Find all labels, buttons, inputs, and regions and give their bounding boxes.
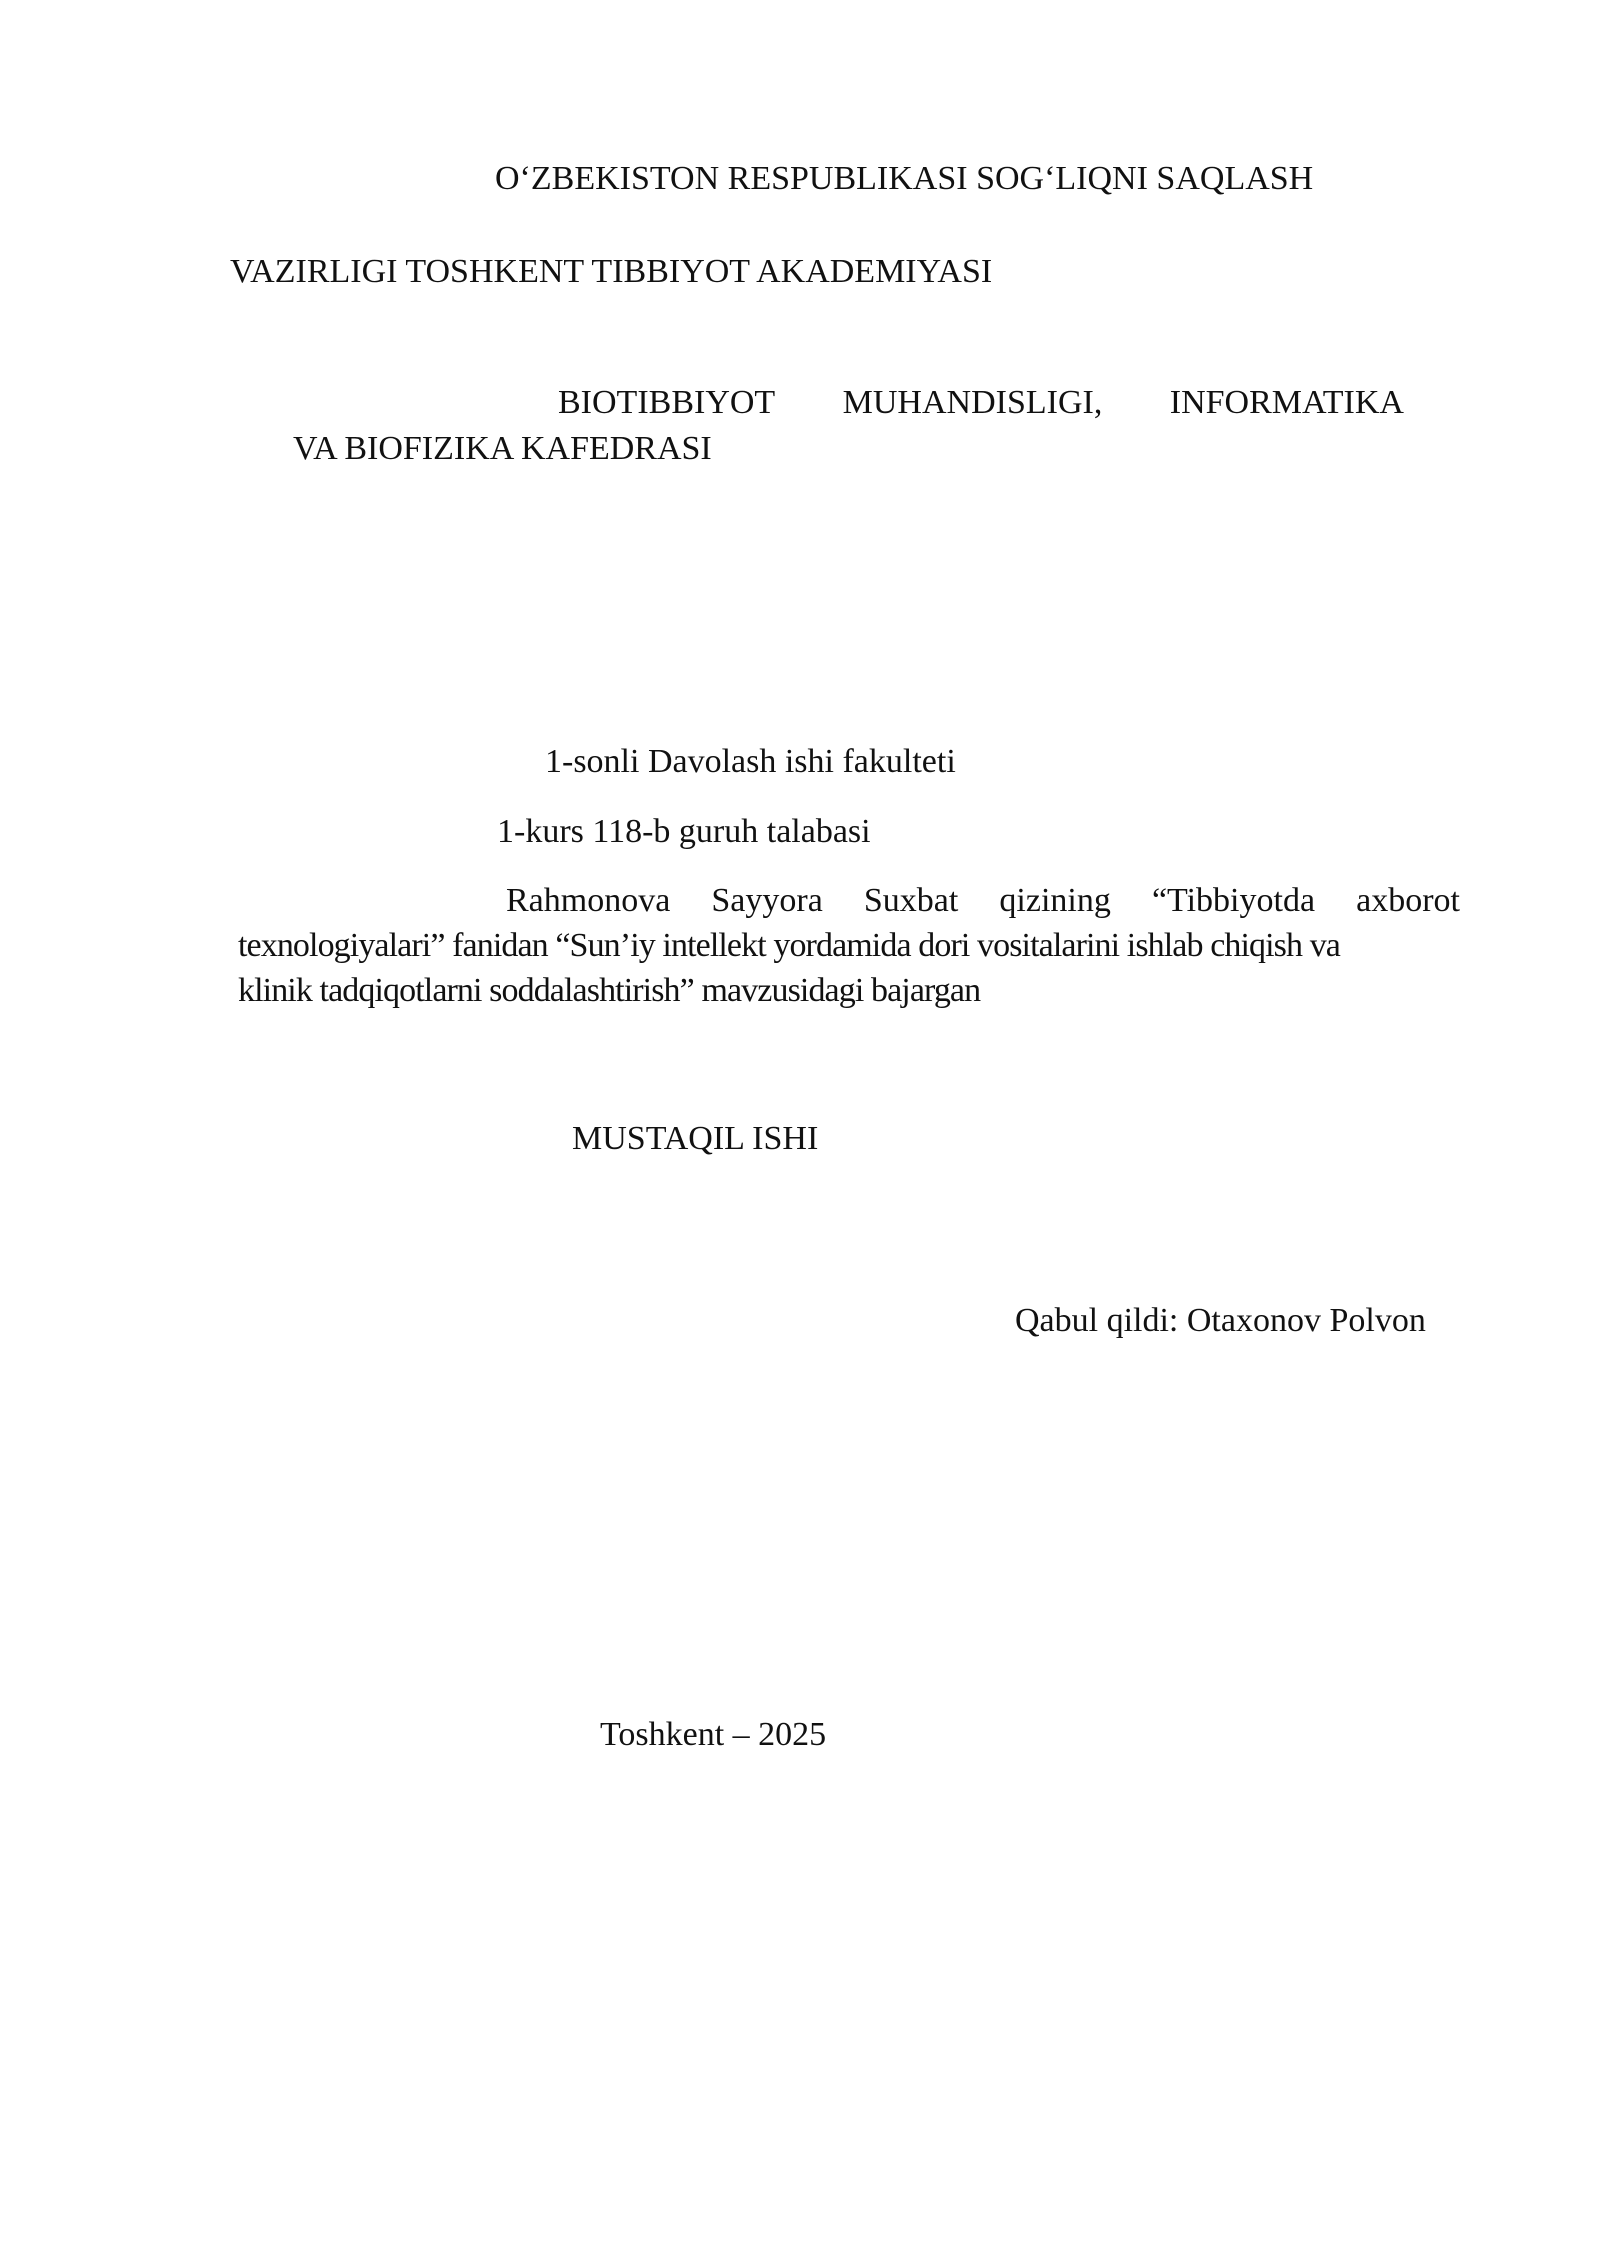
description-word: Suxbat xyxy=(863,882,959,919)
course-group: 1-kurs 118-b guruh talabasi xyxy=(497,813,871,850)
faculty-name: 1-sonli Davolash ishi fakulteti xyxy=(545,743,956,780)
department-word: BIOTIBBIYOT xyxy=(558,384,776,421)
description-word: Sayyora xyxy=(711,882,823,919)
department-word: INFORMATIKA xyxy=(1169,384,1404,421)
description-word: “Tibbiyotda xyxy=(1151,882,1316,919)
accepted-by: Qabul qildi: Otaxonov Polvon xyxy=(1015,1302,1426,1339)
description-line-1 xyxy=(238,878,1460,923)
department-heading-line-2: VA BIOFIZIKA KAFEDRASI xyxy=(293,430,712,467)
description-word: qizining xyxy=(999,882,1111,919)
department-word: MUHANDISLIGI, xyxy=(842,384,1103,421)
description-word: axborot xyxy=(1356,882,1460,919)
city-year: Toshkent – 2025 xyxy=(600,1716,827,1753)
ministry-heading-line-2: VAZIRLIGI TOSHKENT TIBBIYOT AKADEMIYASI xyxy=(230,253,993,290)
description-word: Rahmonova xyxy=(506,882,671,919)
work-description xyxy=(238,878,1460,1013)
description-line-3: klinik tadqiqotlarni soddalashtirish” mavzusidagi bajargan xyxy=(238,972,981,1009)
description-line-2: texnologiyalari” fanidan “Sun’iy intellekt yordamida dori vositalarini ishlab chiqish va xyxy=(238,927,1341,964)
department-heading-line-1 xyxy=(558,386,1404,420)
ministry-heading-line-1: O‘ZBEKISTON RESPUBLIKASI SOG‘LIQNI SAQLASH xyxy=(495,160,1314,197)
work-title: MUSTAQIL ISHI xyxy=(572,1120,819,1157)
